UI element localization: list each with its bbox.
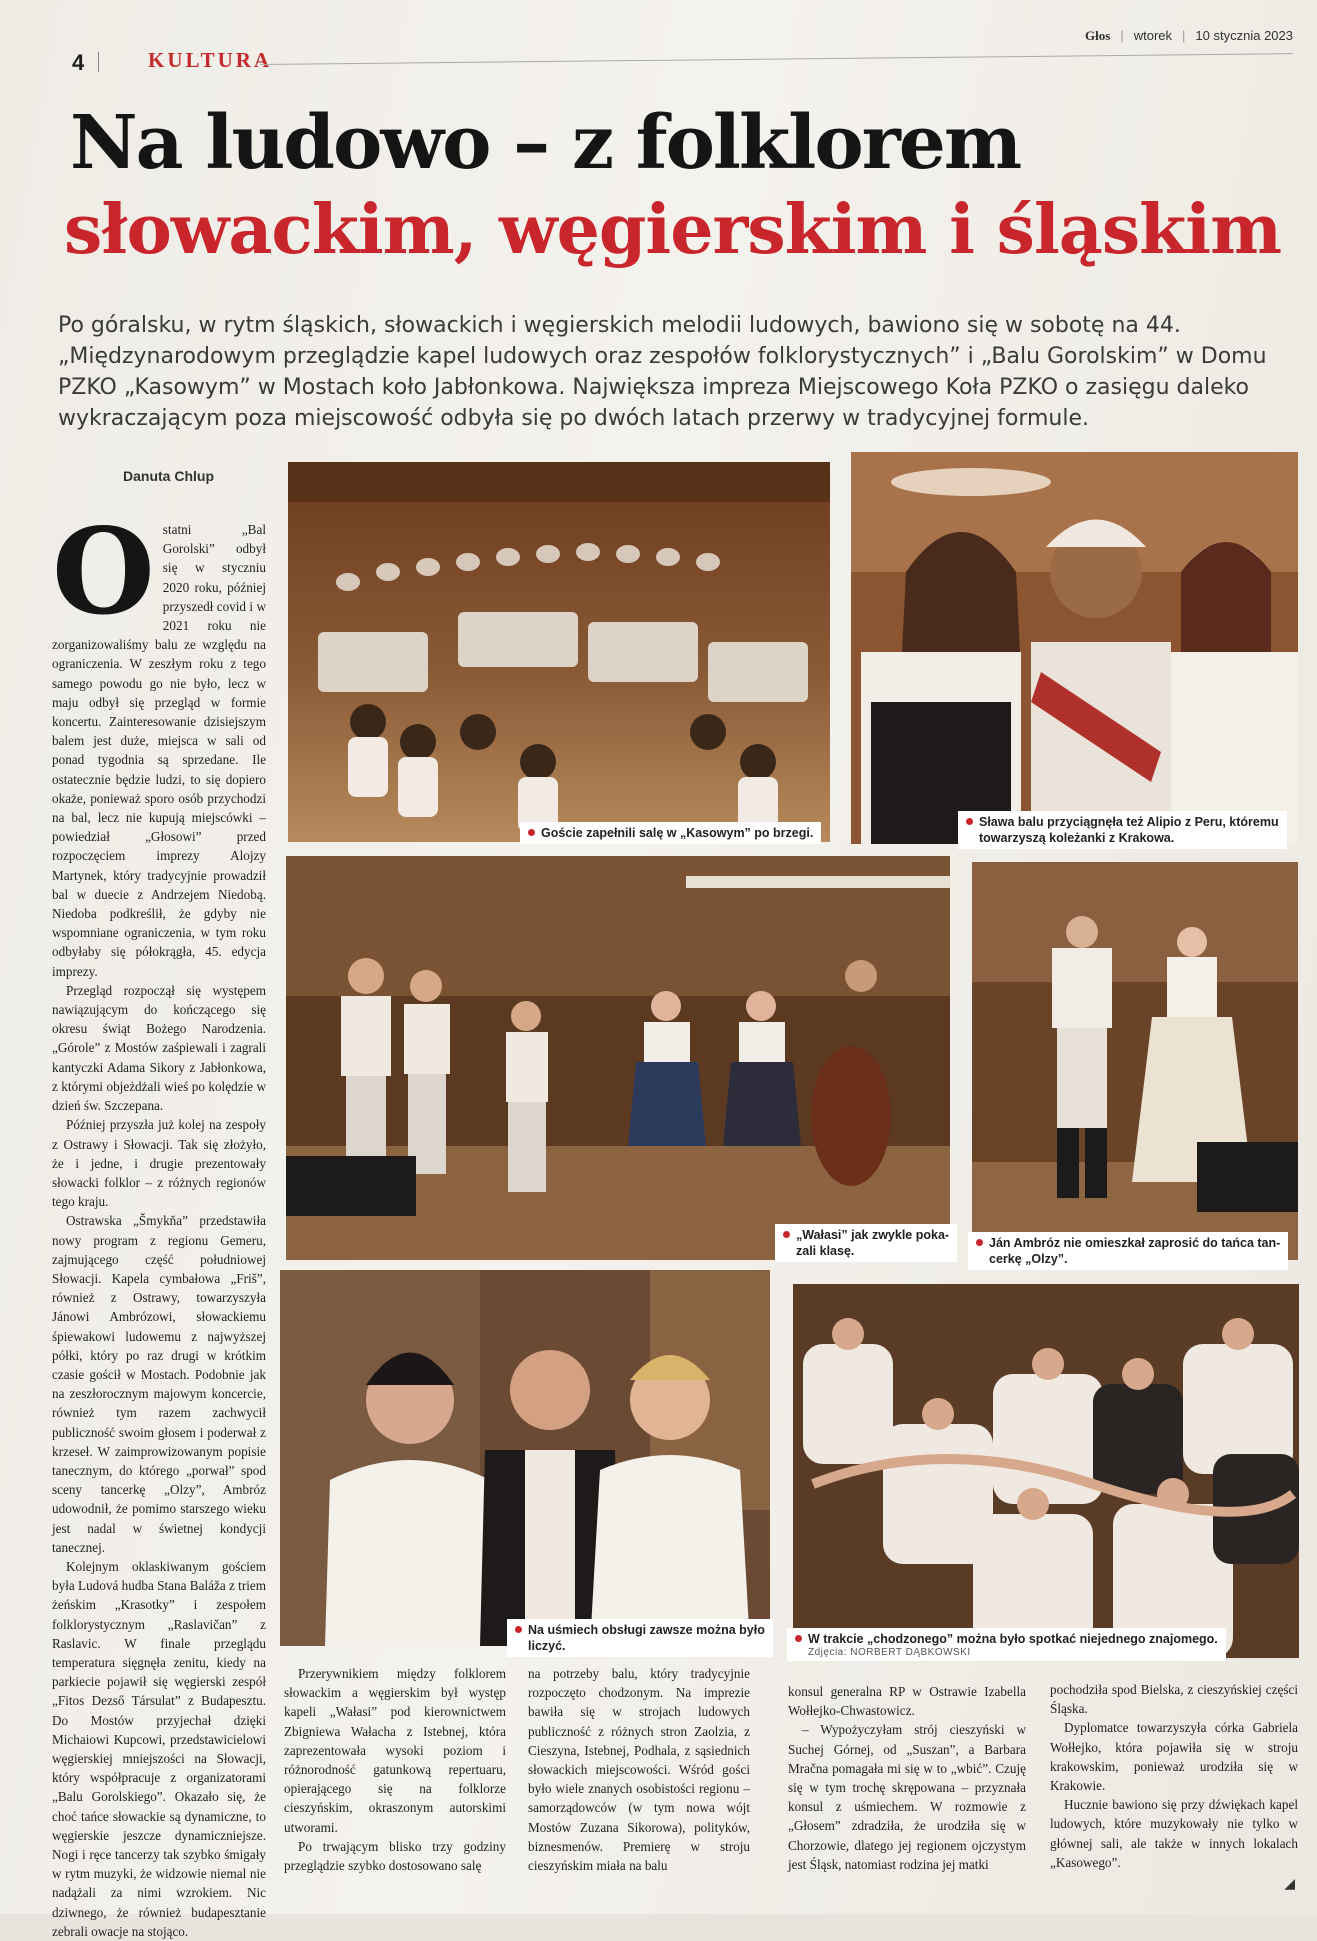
article-paragraph: na potrzeby balu, który tradycyjnie rozpoczęto chodzonym. Na imprezie bawiła się w strojach ludowych publiczność z różnych stron Zaolzia, z Cieszyna, Istebnej, Podhala, z sąsiednich słowackich miejscowości. Wśród gości było wiele znanych osobistości regionu – samorządowców (w tym nowa wójt Mostów Zuzana Sikorowa), polityków, biznesmenów. Premierę w stroju cieszyńskim miała na balu xyxy=(528,1666,750,1874)
author-byline: Danuta Chlup xyxy=(123,468,214,484)
walasi-band-photo xyxy=(286,856,950,1260)
caption-text: liczyć. xyxy=(528,1639,566,1653)
article-column-1 xyxy=(52,502,266,1939)
article-column-2 xyxy=(284,1664,506,1874)
article-paragraph: Przerywnikiem między folklorem słowackim a węgierskim był występ kapeli „Wałasi” pod kierownictwem Zbigniewa Wałacha z Istebnej, która zaprezentowała wysoki poziom i różnorodność gatunkową repertuaru, opierającego się na folklorze cieszyńskim, okraszonym autorskimi utworami. xyxy=(284,1666,506,1835)
caption-text: zali klasę. xyxy=(796,1244,855,1258)
caption-text: cerkę „Olzy”. xyxy=(989,1252,1068,1266)
lead-paragraph: Po góralsku, w rytm śląskich, słowackich i węgierskich melodii ludowych, bawiono się w sobotę na 44. „Międzynarodowym przeglądzie kapel ludowych oraz zespołów folklorystycznych” i „Balu Gorolskim” w Domu PZKO „Kasowym” w Mostach koło Jabłonkowa. Największa impreza Miejscowego Koła PZKO o zasięgu daleko wykraczającym poza miejscowość odbyła się po dwóch latach przerwy w tradycyjnej formule. xyxy=(58,313,1267,431)
caption-bullet-icon xyxy=(515,1626,522,1633)
drop-cap: O xyxy=(52,502,155,641)
guests-portrait-photo xyxy=(851,452,1298,844)
caption-bullet-icon xyxy=(966,818,973,825)
newspaper-brand: Głos xyxy=(1085,28,1111,43)
headline-line-2: słowackim, węgierskim i śląskim xyxy=(64,190,1282,270)
caption-text: Ján Ambróz nie omieszkał zaprosić do tańca tan- xyxy=(989,1236,1281,1250)
photo-credit: Zdjęcia: NORBERT DĄBKOWSKI xyxy=(808,1647,971,1658)
header-date: 10 stycznia 2023 xyxy=(1195,28,1293,43)
caption-bullet-icon xyxy=(795,1635,802,1642)
caption-text: „Wałasi” jak zwykle poka- xyxy=(796,1228,950,1242)
article-paragraph: Ostrawska „Šmykňa” przedstawiła nowy program z regionu Gemeru, zajmującego część południowej Słowacji. Kapela cymbałowa „Friš”, również z Ostrawy, towarzyszyła Jánowi Ambrózowi, słowackiemu śpiewakowi ludowemu z najwyższej półki, który po raz drugi w krótkim czasie gościł w Mostach. Podobnie jak na zeszłorocznym majowym koncercie, również tym razem zachwycił publiczność swoim głosem i poderwał z krzeseł. W zaimprowizowanym popisie tanecznym, do którego „porwał” spod sceny tancerkę „Olzy”, Ambróz udowodnił, że pomimo starszego wieku jest nadal w świetnej kondycji tanecznej. xyxy=(52,1213,266,1555)
caption-text: W trakcie „chodzonego” można było spotkać niejednego znajomego. xyxy=(808,1632,1218,1646)
header-pipe: | xyxy=(1182,28,1186,43)
caption-text: towarzyszą koleżanki z Krakowa. xyxy=(979,831,1175,845)
caption-text: Na uśmiech obsługi zawsze można było xyxy=(528,1623,765,1637)
article-paragraph: Po trwającym blisko trzy godziny przeglądzie szybko dostosowano salę xyxy=(284,1838,506,1874)
header-pipe: | xyxy=(1120,28,1124,43)
caption-text: Sława balu przyciągnęła też Alipio z Peru, któremu xyxy=(979,815,1279,829)
article-paragraph: pochodziła spod Bielska, z cieszyńskiej części Śląska. xyxy=(1050,1682,1298,1717)
caption-bullet-icon xyxy=(976,1239,983,1246)
article-column-5 xyxy=(1050,1680,1298,1880)
article-column-3 xyxy=(528,1664,750,1874)
article-paragraph: statni „Bal Gorolski” odbył się w styczniu 2020 roku, później przyszedł covid i w 2021 roku nie zorganizowaliśmy balu ze względu na ograniczenia. W zeszłym roku z tego samego powodu go nie było, lecz w maju odbył się przegląd w formie koncertu. Zainteresowanie dzisiejszym balem jest duże, miejsca w sali od ponad tygodnia są sprzedane. Ile ostatecznie będzie ludzi, to się dopiero okaże, ponieważ sporo osób przychodzi na bal, lecz nie kupują miejscówki – powiedział „Głosowi” przed rozpoczęciem imprezy Alojzy Martynek, który tradycyjnie prowadził bal w duecie z Andrzejem Niedobą. Niedoba podkreślił, że gdyby nie wspomniane ograniczenia, w tym roku odbyłaby się półokrągła, 45. edycja imprezy. xyxy=(52,522,266,979)
article-paragraph: Przegląd rozpoczął się występem nawiązującym do kończącego się okresu świąt Bożego Narodzenia. „Górole” z Mostów zaśpiewali i zagrali kantyczki Adama Sikory z Jabłonkowa, z którymi objeżdżali wieś po kolędzie w dzień św. Szczepana. xyxy=(52,982,266,1114)
caption-text: Goście zapełnili salę w „Kasowym” po brzegi. xyxy=(541,826,814,840)
chodzony-dance-photo xyxy=(793,1284,1299,1658)
article-paragraph: Dyplomatce towarzyszyła córka Gabriela Wołłejko, która pojawiła się w stroju krakowskim, ponieważ urodziła się w Krakowie. xyxy=(1050,1720,1298,1794)
header-divider xyxy=(98,52,99,72)
header-rule xyxy=(260,53,1293,65)
audience-hall-photo xyxy=(288,462,830,842)
article-paragraph: – Wypożyczyłam strój cieszyński w Suchej Górnej, od „Suszan”, a Barbara Mračna pomagała mi się w to „wbić”. Czuję się w tym trochę skrępowana – przyznała konsul z uśmiechem. W rozmowie z „Głosem” zdradziła, że urodziła się w Chorzowie, dlatego jej regionem ojczystym jest Śląsk, natomiast rodzina jej matki xyxy=(788,1722,1026,1872)
page-number: 4 xyxy=(72,50,85,75)
end-mark-icon: ◢ xyxy=(1284,1876,1295,1892)
caption-bullet-icon xyxy=(783,1231,790,1238)
header-meta xyxy=(1085,28,1293,44)
staff-portrait-photo xyxy=(280,1270,770,1646)
photo-caption xyxy=(507,1619,773,1657)
photo-caption xyxy=(958,811,1287,849)
section-label: KULTURA xyxy=(148,48,273,72)
article-paragraph: Kolejnym oklaskiwanym gościem była Ludová hudba Stana Baláža z triem żeńskim „Krasotky” i zespołem folklorystycznym „Raslavičan” z Raslavic. W finale przeglądu temperatura sięgnęła zenitu, kiedy na parkiecie pojawił się węgierski zespół „Fitos Dezső Társulat” z Budapesztu. Do Mostów przyjechał dzięki Michaiowi Kupcowi, przedstawicielowi węgierskiej mniejszości na Słowacji, który współpracuje z organizatorami „Balu Gorolskiego”. Okazało się, że choć tańce słowackie są dynamiczne, to węgierskie jeszcze dynamiczniejsze. Nogi i ręce tancerzy tak szybko śmigały w rytm muzyki, że widzowie niemal nie nadążali za nimi wzrokiem. Nic dziwnego, że również budapesztanie zebrali owacje na stojąco. xyxy=(52,1558,266,1939)
photo-caption xyxy=(520,822,821,844)
caption-bullet-icon xyxy=(528,829,535,836)
article-column-4 xyxy=(788,1682,1026,1882)
photo-caption xyxy=(775,1224,957,1262)
photo-caption xyxy=(787,1628,1226,1661)
article-paragraph: Później przyszła już kolej na zespoły z Ostrawy i Słowacji. Tak się złożyło, że i jedne, i drugie prezentowały słowacki folklor – z różnych regionów tego kraju. xyxy=(52,1117,266,1210)
article-paragraph: Hucznie bawiono się przy dźwiękach kapel ludowych, które muzykowały nie tylko w głównej sali, ale także w innych lokalach „Kasowego”. xyxy=(1050,1797,1298,1870)
article-paragraph: konsul generalna RP w Ostrawie Izabella Wołłejko-Chwastowicz. xyxy=(788,1684,1026,1719)
photo-caption xyxy=(968,1232,1288,1270)
header-weekday: wtorek xyxy=(1133,28,1173,43)
ambroz-dance-photo xyxy=(972,862,1298,1260)
headline-line-1: Na ludowo – z folklorem xyxy=(70,100,1021,186)
